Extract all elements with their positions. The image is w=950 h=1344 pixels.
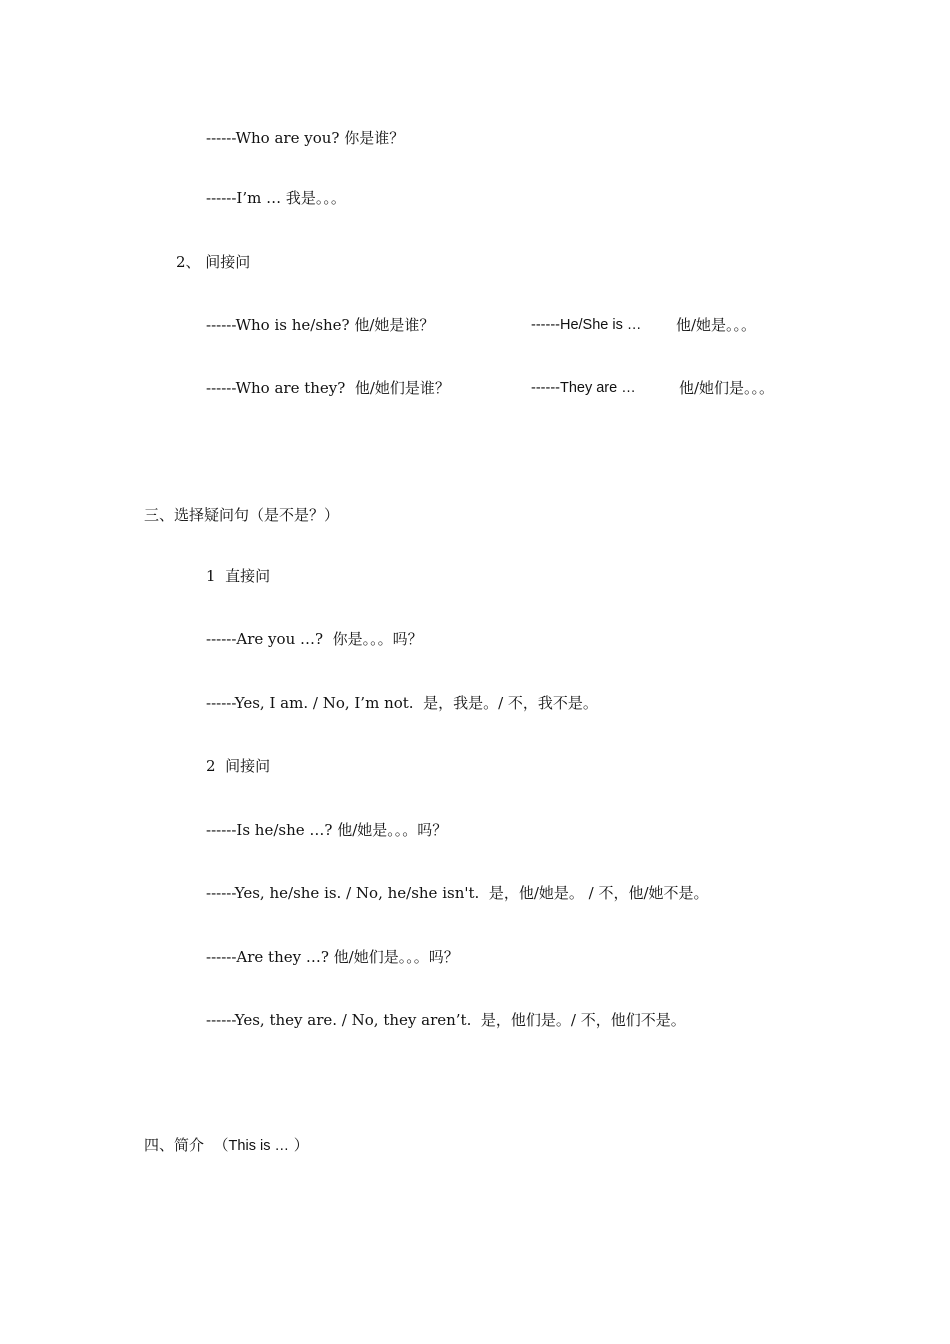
subsection-heading: 2 间接问 bbox=[206, 757, 271, 775]
section-heading-close: ） bbox=[288, 1136, 309, 1154]
dialogue-answer: ------He/She is … bbox=[531, 317, 642, 333]
dialogue-translation: 他/她们是。。。 bbox=[679, 379, 775, 397]
subsection-heading: 2、 间接问 bbox=[176, 253, 251, 271]
dialogue-answer: ------They are … bbox=[531, 380, 636, 396]
subsection-heading: 1 直接问 bbox=[206, 567, 271, 585]
dialogue-line: ------Who are you? 你是谁？ bbox=[206, 129, 405, 147]
dialogue-line: ------Who is he/she? 他/她是谁？ bbox=[206, 316, 435, 334]
section-heading: 三、选择疑问句（是不是？） bbox=[144, 506, 340, 524]
dialogue-translation: 他/她是。。。 bbox=[676, 316, 757, 334]
dialogue-line: ------Are you …? 你是。。。吗？ bbox=[206, 630, 423, 648]
section-heading bbox=[144, 1135, 309, 1156]
dialogue-line: ------Yes, he/she is. / No, he/she isn't. 是，他/她是。 / 不，他/她不是。 bbox=[206, 884, 709, 902]
dialogue-line: ------Are they …? 他/她们是。。。吗？ bbox=[206, 948, 459, 966]
section-heading-example: This is … bbox=[228, 1138, 289, 1154]
dialogue-line: ------I’m … 我是。。。 bbox=[206, 189, 346, 207]
dialogue-line: ------Is he/she …? 他/她是。。。吗？ bbox=[206, 821, 448, 839]
dialogue-line: ------Yes, I am. / No, I’m not. 是，我是。/ 不，我不是。 bbox=[206, 694, 598, 712]
section-heading-label: 四、简介 （ bbox=[144, 1136, 229, 1154]
dialogue-line: ------Who are they? 他/她们是谁？ bbox=[206, 379, 450, 397]
dialogue-line: ------Yes, they are. / No, they aren’t. 是，他们是。/ 不，他们不是。 bbox=[206, 1011, 686, 1029]
